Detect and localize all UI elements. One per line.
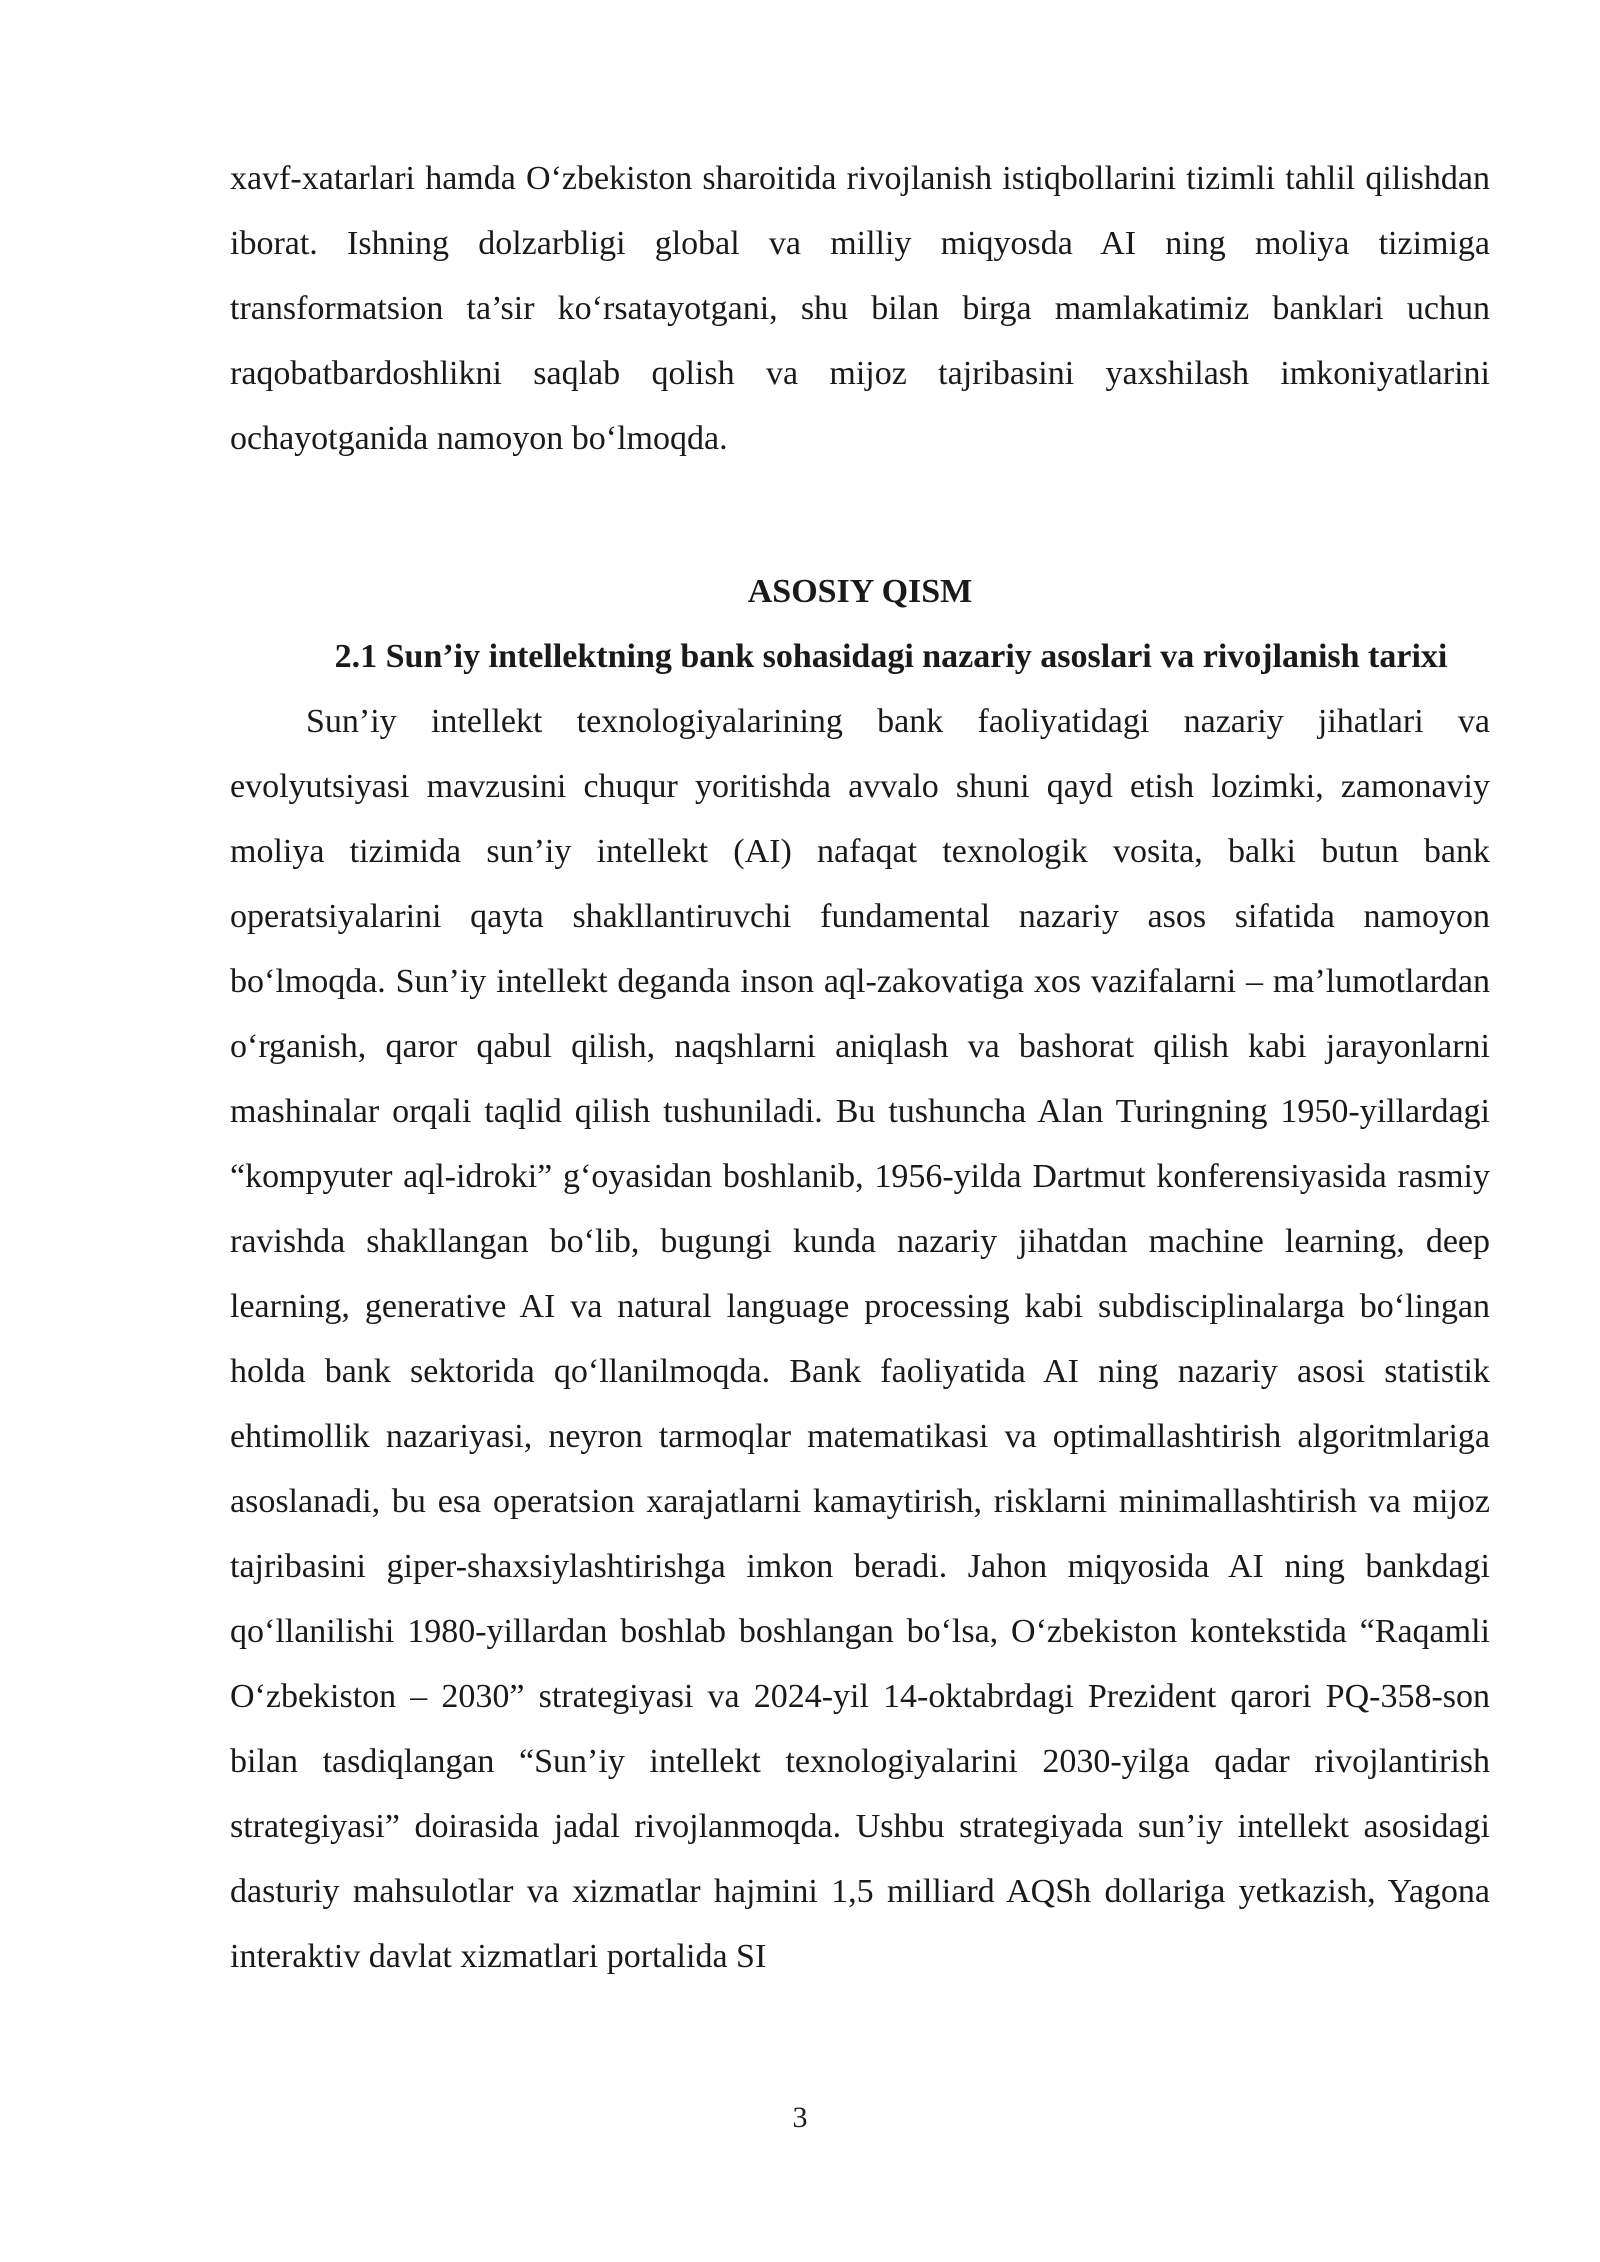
document-page <box>230 146 1490 1989</box>
subsection-heading: 2.1 Sun’iy intellektning bank sohasidagi nazariy asoslari va rivojlanish tarixi <box>334 638 1448 675</box>
page-number: 3 <box>792 2101 808 2134</box>
body-paragraph: Sun’iy intellekt texnologiyalarining bank faoliyatidagi nazariy jihatlari va evolyutsiyasi mavzusini chuqur yoritishda avvalo shuni qayd etish lozimki, zamonaviy moliya tizimida sun’iy intellekt (AI) nafaqat texnologik vosita, balki butun bank operatsiyalarini qayta shakllantiruvchi fundamental nazariy asos sifatida namoyon bo‘lmoqda. Sun’iy intellekt deganda inson aql-zakovatiga xos vazifalarni – ma’lumotlardan o‘rganish, qaror qabul qilish, naqshlarni aniqlash va bashorat qilish kabi jarayonlarni mashinalar orqali taqlid qilish tushuniladi. Bu tushuncha Alan Turingning 1950-yillardagi “kompyuter aql-idroki” g‘oyasidan boshlanib, 1956-yilda Dartmut konferensiyasida rasmiy ravishda shakllangan bo‘lib, bugungi kunda nazariy jihatdan machine learning, deep learning, generative AI va natural language processing kabi subdisciplinalarga bo‘lingan holda bank sektorida qo‘llanilmoqda. Bank faoliyatida AI ning nazariy asosi statistik ehtimollik nazariyasi, neyron tarmoqlar matematikasi va optimallashtirish algoritmlariga asoslanadi, bu esa operatsion xarajatlarni kamaytirish, risklarni minimallashtirish va mijoz tajribasini giper-shaxsiylashtirishga imkon beradi. Jahon miqyosida AI ning bankdagi qo‘llanilishi 1980-yillardan boshlab boshlangan bo‘lsa, O‘zbekiston kontekstida “Raqamli O‘zbekiston – 2030” strategiyasi va 2024-yil 14-oktabrdagi Prezident qarori PQ-358-son bilan tasdiqlangan “Sun’iy intellekt texnologiyalarini 2030-yilga qadar rivojlantirish strategiyasi” doirasida jadal rivojlanmoqda. Ushbu strategiyada sun’iy intellekt asosidagi dasturiy mahsulotlar va xizmatlar hajmini 1,5 milliard AQSh dollariga yetkazish, Yagona interaktiv davlat xizmatlari portalida SI <box>230 703 1490 1975</box>
section-heading: ASOSIY QISM <box>747 573 973 610</box>
intro-paragraph: xavf-xatarlari hamda O‘zbekiston sharoitida rivojlanish istiqbollarini tizimli tahlil qilishdan iborat. Ishning dolzarbligi global va milliy miqyosda AI ning moliya tizimiga transformatsion ta’sir ko‘rsatayotgani, shu bilan birga mamlakatimiz banklari uchun raqobatbardoshlikni saqlab qolish va mijoz tajribasini yaxshilash imkoniyatlarini ochayotganida namoyon bo‘lmoqda. <box>230 160 1490 457</box>
